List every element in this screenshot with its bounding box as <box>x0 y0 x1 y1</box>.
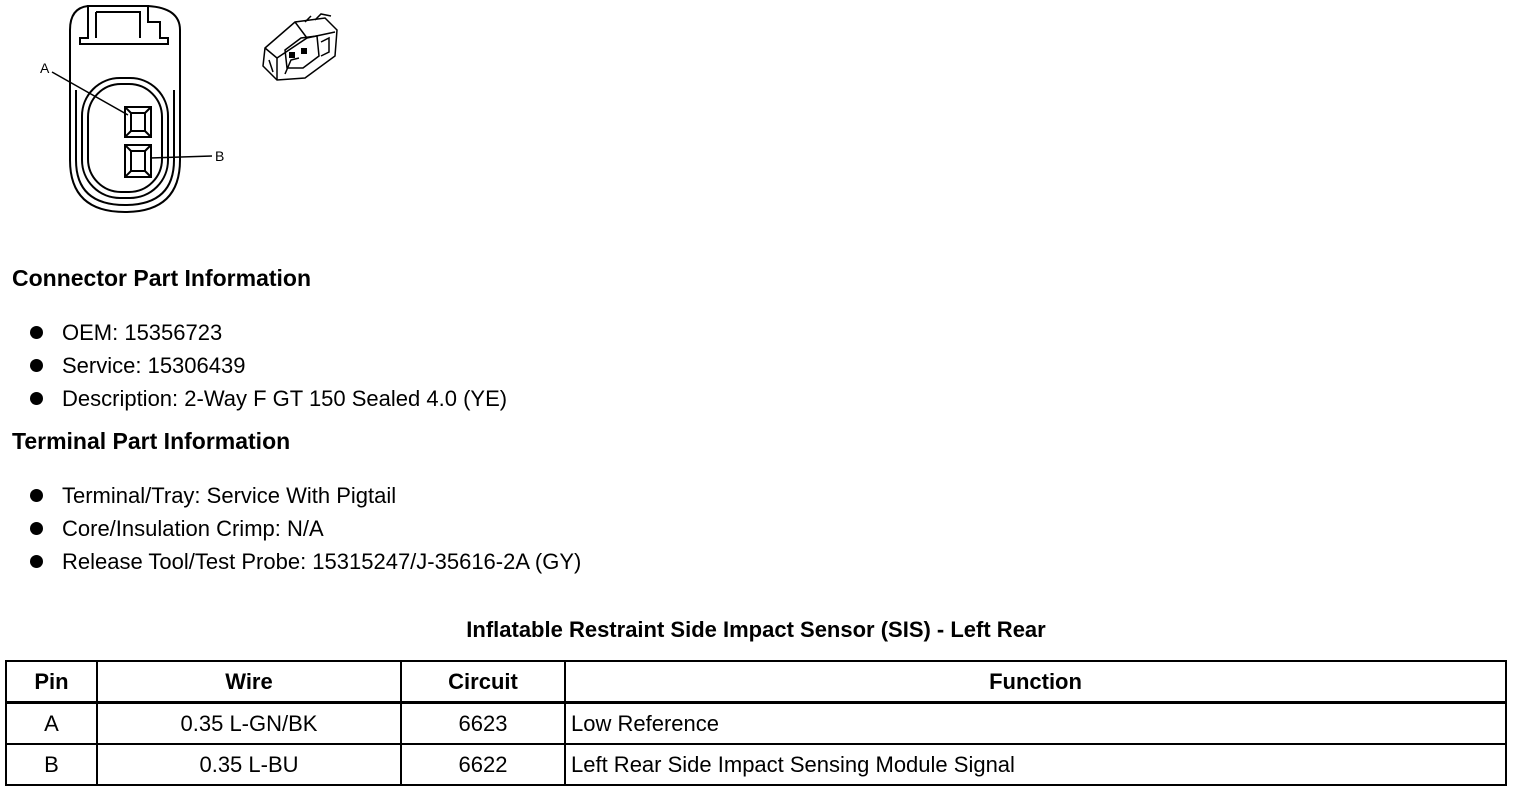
cell-pin: A <box>6 703 97 745</box>
connector-face-diagram <box>40 0 240 220</box>
table-row <box>6 744 1506 785</box>
connector-part-info-heading: Connector Part Information <box>12 265 312 291</box>
cell-wire: 0.35 L-BU <box>97 744 401 785</box>
terminal-part-info-heading: Terminal Part Information <box>12 428 291 454</box>
header-wire: Wire <box>97 661 401 703</box>
list-item: Terminal/Tray: Service With Pigtail <box>30 479 581 512</box>
list-item: OEM: 15356723 <box>30 316 507 349</box>
cell-wire: 0.35 L-GN/BK <box>97 703 401 745</box>
pin-a-label: A <box>40 60 50 76</box>
pinout-table <box>5 660 1507 786</box>
connector-part-info-list <box>30 316 507 415</box>
cell-circuit: 6623 <box>401 703 565 745</box>
pin-b-label: B <box>215 148 225 164</box>
header-pin: Pin <box>6 661 97 703</box>
list-item: Service: 15306439 <box>30 349 507 382</box>
cell-circuit: 6622 <box>401 744 565 785</box>
table-row <box>6 703 1506 745</box>
header-circuit: Circuit <box>401 661 565 703</box>
cell-pin: B <box>6 744 97 785</box>
connector-isometric-diagram <box>255 8 345 88</box>
list-item: Core/Insulation Crimp: N/A <box>30 512 581 545</box>
cell-function: Low Reference <box>565 703 1506 745</box>
table-header-row <box>6 661 1506 703</box>
list-item: Release Tool/Test Probe: 15315247/J-35616-2A (GY) <box>30 545 581 578</box>
header-function: Function <box>565 661 1506 703</box>
pinout-table-title: Inflatable Restraint Side Impact Sensor (SIS) - Left Rear <box>466 617 1046 642</box>
terminal-part-info-list <box>30 479 581 578</box>
list-item: Description: 2-Way F GT 150 Sealed 4.0 (YE) <box>30 382 507 415</box>
cell-function: Left Rear Side Impact Sensing Module Signal <box>565 744 1506 785</box>
